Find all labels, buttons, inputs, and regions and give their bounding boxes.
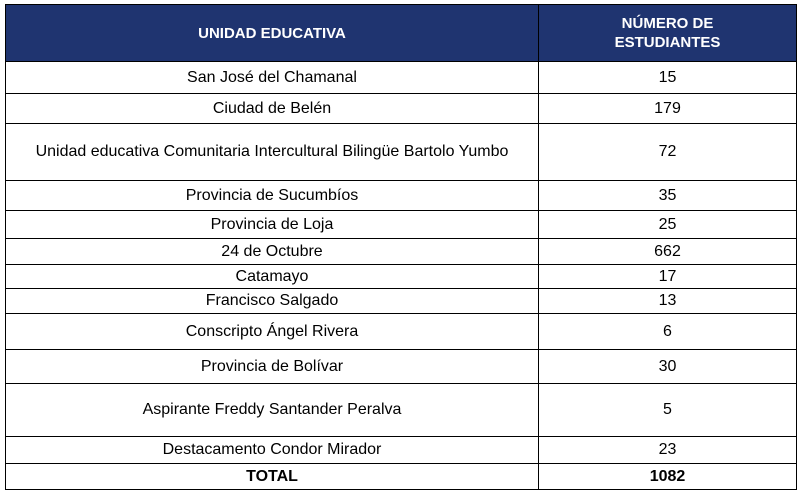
table-row	[6, 94, 797, 124]
school-cell: 24 de Octubre	[6, 239, 539, 265]
total-label: TOTAL	[6, 464, 539, 490]
school-cell: Ciudad de Belén	[6, 94, 539, 124]
table-row	[6, 437, 797, 464]
table-row	[6, 350, 797, 384]
table-row	[6, 314, 797, 350]
students-cell: 6	[539, 314, 797, 350]
school-cell: Conscripto Ángel Rivera	[6, 314, 539, 350]
school-cell: Provincia de Bolívar	[6, 350, 539, 384]
students-cell: 13	[539, 289, 797, 314]
table-row	[6, 62, 797, 94]
students-cell: 30	[539, 350, 797, 384]
students-cell: 5	[539, 384, 797, 437]
table-row	[6, 239, 797, 265]
students-cell: 179	[539, 94, 797, 124]
header-students: NÚMERO DE ESTUDIANTES	[539, 5, 797, 62]
table-row	[6, 124, 797, 181]
school-cell: Catamayo	[6, 265, 539, 289]
school-cell: Francisco Salgado	[6, 289, 539, 314]
school-cell: San José del Chamanal	[6, 62, 539, 94]
students-cell: 23	[539, 437, 797, 464]
header-row	[6, 5, 797, 62]
school-cell: Provincia de Loja	[6, 211, 539, 239]
students-cell: 35	[539, 181, 797, 211]
table-row	[6, 384, 797, 437]
table-row	[6, 181, 797, 211]
students-cell: 25	[539, 211, 797, 239]
school-cell: Unidad educativa Comunitaria Intercultural Bilingüe Bartolo Yumbo	[6, 124, 539, 181]
students-cell: 72	[539, 124, 797, 181]
students-cell: 17	[539, 265, 797, 289]
students-cell: 662	[539, 239, 797, 265]
school-cell: Destacamento Condor Mirador	[6, 437, 539, 464]
table-row	[6, 265, 797, 289]
total-row	[6, 464, 797, 490]
total-value: 1082	[539, 464, 797, 490]
school-cell: Provincia de Sucumbíos	[6, 181, 539, 211]
table-row	[6, 289, 797, 314]
students-table	[5, 4, 797, 490]
students-cell: 15	[539, 62, 797, 94]
table-row	[6, 211, 797, 239]
school-cell: Aspirante Freddy Santander Peralva	[6, 384, 539, 437]
header-school: UNIDAD EDUCATIVA	[6, 5, 539, 62]
